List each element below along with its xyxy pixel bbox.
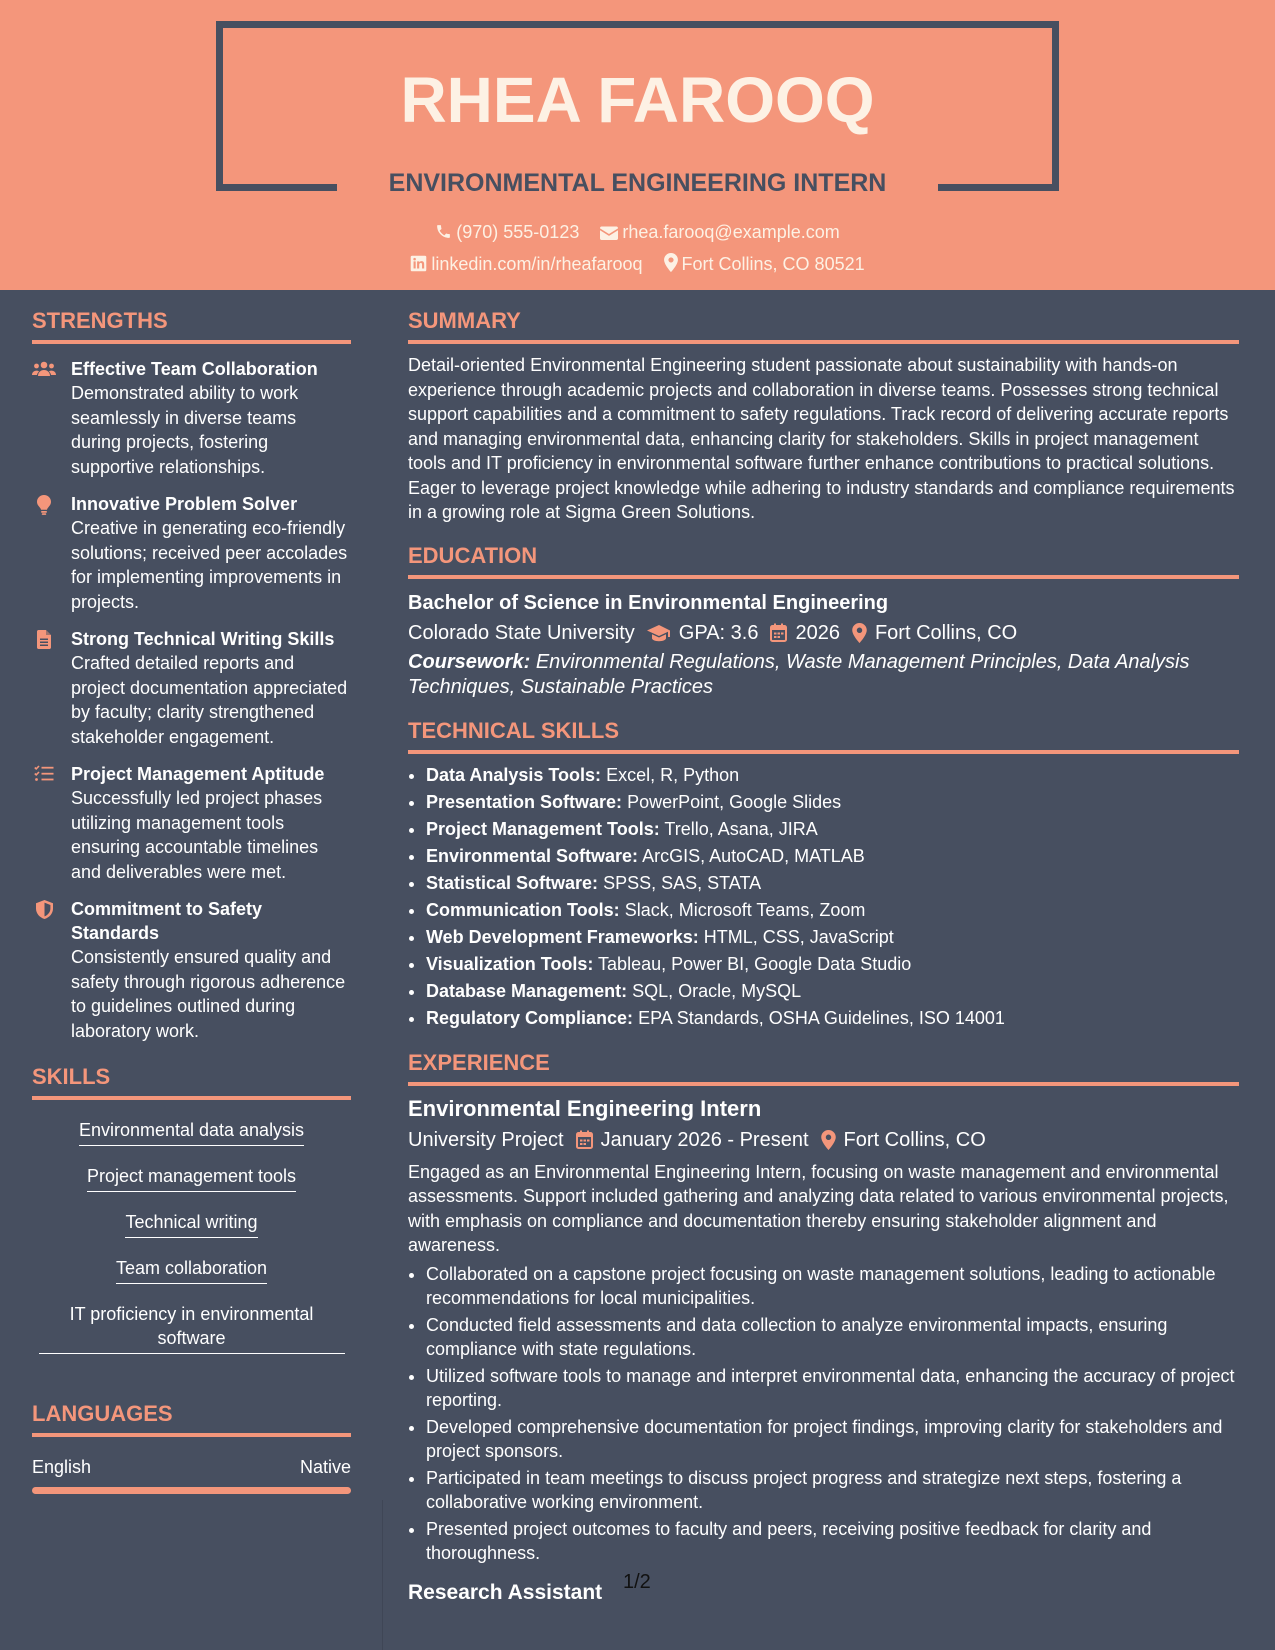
tech-skill-item xyxy=(426,1005,1239,1032)
strength-item xyxy=(32,762,351,884)
technical-skills-list xyxy=(408,762,1239,1032)
education-gpa: GPA: 3.6 xyxy=(678,621,759,644)
tech-skill-value: ArcGIS, AutoCAD, MATLAB xyxy=(642,845,865,866)
left-column xyxy=(32,290,351,1494)
coursework-text: Environmental Regulations, Waste Management Principles, Data Analysis Techniques, Sustainable Practices xyxy=(408,650,1190,698)
phone-icon xyxy=(435,223,452,240)
contact-linkedin[interactable] xyxy=(410,252,642,276)
document-icon xyxy=(32,630,56,650)
tech-skill-label: Environmental Software: xyxy=(426,845,639,866)
job-title: ENVIRONMENTAL ENGINEERING INTERN xyxy=(388,169,887,197)
skill-tag: IT proficiency in environmental software xyxy=(39,1302,345,1354)
education-degree: Bachelor of Science in Environmental Engineering xyxy=(408,591,889,614)
tech-skill-value: EPA Standards, OSHA Guidelines, ISO 14001 xyxy=(638,1007,1005,1028)
location-text: Fort Collins, CO 80521 xyxy=(681,254,865,274)
experience-location: Fort Collins, CO xyxy=(843,1128,986,1151)
email-text: rhea.farooq@example.com xyxy=(622,222,840,242)
tech-skill-item xyxy=(426,978,1239,1005)
tech-skill-label: Project Management Tools: xyxy=(426,818,660,839)
linkedin-icon xyxy=(410,255,427,272)
education-heading: EDUCATION xyxy=(408,542,1239,579)
strengths-heading: STRENGTHS xyxy=(32,307,351,344)
language-name: English xyxy=(32,1457,92,1477)
tech-skill-label: Regulatory Compliance: xyxy=(426,1007,634,1028)
tech-skill-label: Data Analysis Tools: xyxy=(426,764,602,785)
experience-bullet: • Presented project outcomes to faculty and peers, receiving positive feedback for clarity and thoroughness. xyxy=(426,1517,1239,1566)
skill-tag: Project management tools xyxy=(87,1164,296,1192)
strength-desc: Demonstrated ability to work seamlessly in diverse teams during projects, fostering supportive relationships. xyxy=(71,383,299,477)
tech-skill-label: Database Management: xyxy=(426,980,628,1001)
tech-skill-item xyxy=(426,816,1239,843)
skills-heading: SKILLS xyxy=(32,1063,351,1100)
tech-skill-value: PowerPoint, Google Slides xyxy=(627,791,842,812)
education-year: 2026 xyxy=(795,621,840,644)
experience-bullet: • Utilized software tools to manage and interpret environmental data, enhancing the accuracy of project reporting. xyxy=(426,1364,1239,1413)
tech-skill-value: SQL, Oracle, MySQL xyxy=(632,980,802,1001)
tech-skill-label: Presentation Software: xyxy=(426,791,623,812)
strength-item xyxy=(32,357,351,479)
tech-skill-value: Tableau, Power BI, Google Data Studio xyxy=(598,953,912,974)
calendar-icon xyxy=(770,623,787,642)
education-school: Colorado State University xyxy=(408,621,635,644)
contact-row-primary xyxy=(0,220,1275,244)
experience-bullets xyxy=(408,1262,1239,1566)
strength-desc: Successfully led project phases utilizing management tools ensuring accountable timelines and deliverables were met. xyxy=(71,788,323,882)
technical-skills-heading: TECHNICAL SKILLS xyxy=(408,717,1239,754)
resume-header xyxy=(0,0,1275,290)
experience-org: University Project xyxy=(408,1128,564,1151)
strength-title: Effective Team Collaboration xyxy=(71,359,318,379)
education-meta xyxy=(408,619,1239,647)
shield-icon xyxy=(32,900,56,920)
experience-description: Engaged as an Environmental Engineering Intern, focusing on waste management and environmental assessments. Support included gathering and analyzing data related to various environmental projects, with emphasis on compliance and documentation thereby ensuring stakeholder alignment and awareness. xyxy=(408,1161,1229,1255)
skills-list xyxy=(32,1110,351,1364)
language-level: Native xyxy=(299,1457,351,1477)
next-role-title: Research Assistant xyxy=(408,1580,603,1604)
skill-tag: Team collaboration xyxy=(116,1256,267,1284)
language-proficiency-bar xyxy=(32,1487,351,1494)
page-number: 1/2 xyxy=(623,1571,651,1593)
tech-skill-value: Trello, Asana, JIRA xyxy=(664,818,818,839)
tech-skill-item xyxy=(426,924,1239,951)
graduation-cap-icon xyxy=(647,624,671,642)
education-coursework xyxy=(408,650,1239,700)
experience-bullet: • Developed comprehensive documentation for project findings, improving clarity for stakeholders and project sponsors. xyxy=(426,1415,1239,1464)
tech-skill-item xyxy=(426,870,1239,897)
experience-dates: January 2026 - Present xyxy=(600,1128,809,1151)
phone-text: (970) 555-0123 xyxy=(456,222,580,242)
experience-heading: EXPERIENCE xyxy=(408,1049,1239,1086)
tech-skill-value: Slack, Microsoft Teams, Zoom xyxy=(624,899,866,920)
summary-text: Detail-oriented Environmental Engineering student passionate about sustainability with hands-on experience through academic projects and collaboration in diverse teams. Possesses strong technical support capabilities and a commitment to safety regulations. Track record of delivering accurate reports and managing environmental data, enhancing clarity for stakeholders. Skills in project management tools and IT proficiency in environmental software further enhance contributions to practical solutions. Eager to leverage project knowledge while adhering to industry standards and compliance requirements in a growing role at Sigma Green Solutions. xyxy=(408,355,1235,522)
experience-bullet: • Collaborated on a capstone project focusing on waste management solutions, leading to actionable recommendations for local municipalities. xyxy=(426,1262,1239,1311)
tech-skill-item xyxy=(426,951,1239,978)
contact-location xyxy=(664,252,865,276)
skill-tag: Environmental data analysis xyxy=(79,1118,304,1146)
tech-skill-label: Communication Tools: xyxy=(426,899,620,920)
calendar-icon xyxy=(576,1130,593,1149)
tech-skill-item xyxy=(426,789,1239,816)
tech-skill-value: SPSS, SAS, STATA xyxy=(603,872,762,893)
envelope-icon xyxy=(600,225,618,240)
strength-title: Commitment to Safety Standards xyxy=(71,899,263,943)
tech-skill-label: Statistical Software: xyxy=(426,872,599,893)
experience-bullet: • Conducted field assessments and data collection to analyze environmental impacts, ensuring compliance with state regulations. xyxy=(426,1313,1239,1362)
lightbulb-icon xyxy=(32,495,56,515)
contact-phone[interactable] xyxy=(435,220,579,244)
experience-role: Environmental Engineering Intern xyxy=(408,1095,762,1121)
tech-skill-label: Visualization Tools: xyxy=(426,953,594,974)
strength-desc: Crafted detailed reports and project documentation appreciated by faculty; clarity strengthened stakeholder engagement. xyxy=(71,653,348,747)
strength-item xyxy=(32,492,351,614)
coursework-label: Coursework: xyxy=(408,650,531,673)
tech-skill-item xyxy=(426,897,1239,924)
column-divider xyxy=(382,1500,383,1650)
task-list-icon xyxy=(32,765,56,785)
tech-skill-value: HTML, CSS, JavaScript xyxy=(703,926,894,947)
map-pin-icon xyxy=(852,623,867,643)
strength-item xyxy=(32,627,351,749)
team-icon xyxy=(32,360,56,380)
strength-desc: Consistently ensured quality and safety through rigorous adherence to guidelines outlined during laboratory work. xyxy=(71,947,346,1041)
contact-row-secondary xyxy=(0,252,1275,276)
languages-heading: LANGUAGES xyxy=(32,1400,351,1437)
education-location: Fort Collins, CO xyxy=(874,621,1018,644)
map-pin-icon xyxy=(664,253,678,272)
strength-title: Innovative Problem Solver xyxy=(71,494,298,514)
experience-meta xyxy=(408,1126,1239,1154)
experience-bullet: • Participated in team meetings to discuss project progress and strategize next steps, fostering a collaborative working environment. xyxy=(426,1466,1239,1515)
tech-skill-label: Web Development Frameworks: xyxy=(426,926,699,947)
tech-skill-value: Excel, R, Python xyxy=(606,764,740,785)
tech-skill-item xyxy=(426,843,1239,870)
strength-title: Strong Technical Writing Skills xyxy=(71,629,335,649)
strength-title: Project Management Aptitude xyxy=(71,764,325,784)
tech-skill-item xyxy=(426,762,1239,789)
right-column xyxy=(408,290,1239,1607)
linkedin-text: linkedin.com/in/rheafarooq xyxy=(431,254,643,274)
candidate-name: RHEA FAROOQ xyxy=(400,64,875,136)
summary-heading: SUMMARY xyxy=(408,307,1239,344)
skill-tag: Technical writing xyxy=(125,1210,257,1238)
language-row xyxy=(32,1455,351,1479)
contact-email[interactable] xyxy=(600,220,839,244)
map-pin-icon xyxy=(821,1130,836,1150)
strength-desc: Creative in generating eco-friendly solutions; received peer accolades for implementing improvements in projects. xyxy=(71,518,348,612)
strength-item xyxy=(32,897,351,1043)
